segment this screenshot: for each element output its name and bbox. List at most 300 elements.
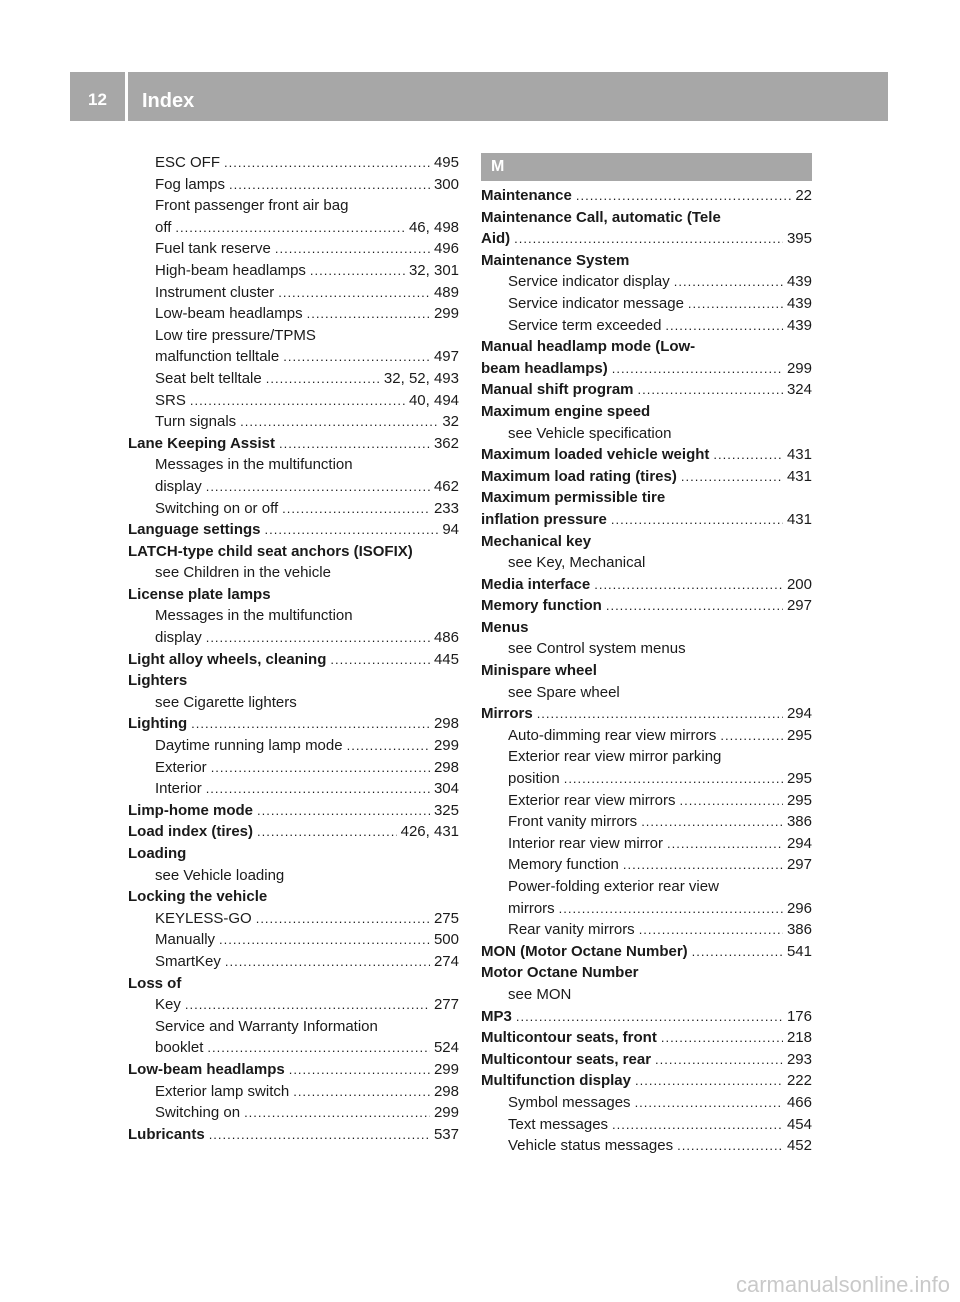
entry-text: see Vehicle loading bbox=[155, 866, 285, 884]
page-reference: 298 bbox=[433, 715, 459, 733]
page-reference: 32, 301 bbox=[408, 261, 459, 279]
index-subentry bbox=[128, 303, 459, 325]
page-reference: 386 bbox=[786, 921, 812, 939]
index-entry bbox=[481, 703, 812, 725]
page-reference: 524 bbox=[433, 1039, 459, 1057]
leader-dots bbox=[275, 238, 430, 260]
entry-text: see MON bbox=[508, 985, 572, 1003]
page-reference: 445 bbox=[433, 650, 459, 668]
entry-text: Menus bbox=[481, 618, 529, 636]
index-entry bbox=[128, 800, 459, 822]
index-subentry bbox=[481, 876, 812, 898]
page-reference: 299 bbox=[433, 1104, 459, 1122]
page-reference: 431 bbox=[786, 510, 812, 528]
entry-text: Exterior rear view mirrors bbox=[508, 791, 676, 809]
page-reference: 277 bbox=[433, 996, 459, 1014]
section-title: Index bbox=[142, 90, 195, 112]
leader-dots bbox=[665, 315, 783, 337]
page-reference: 295 bbox=[786, 726, 812, 744]
page-reference: 299 bbox=[433, 737, 459, 755]
page-reference: 299 bbox=[433, 1060, 459, 1078]
index-entry bbox=[481, 509, 812, 531]
leader-dots bbox=[611, 509, 783, 531]
leader-dots bbox=[211, 757, 430, 779]
index-subentry bbox=[128, 605, 459, 627]
leader-dots bbox=[720, 725, 783, 747]
entry-text: off bbox=[155, 218, 172, 236]
entry-text: Lubricants bbox=[128, 1125, 205, 1143]
leader-dots bbox=[655, 1049, 783, 1071]
entry-text: Load index (tires) bbox=[128, 823, 254, 841]
index-subentry bbox=[481, 768, 812, 790]
entry-text: Symbol messages bbox=[508, 1093, 631, 1111]
index-subentry bbox=[481, 1114, 812, 1136]
index-subentry bbox=[128, 1081, 459, 1103]
entry-text: Language settings bbox=[128, 521, 261, 539]
entry-text: High-beam headlamps bbox=[155, 261, 306, 279]
leader-dots bbox=[207, 1037, 430, 1059]
entry-text: see Key, Mechanical bbox=[508, 554, 646, 572]
leader-dots bbox=[278, 282, 430, 304]
entry-text: Interior bbox=[155, 780, 202, 798]
entry-text: mirrors bbox=[508, 899, 555, 917]
leader-dots bbox=[293, 1081, 430, 1103]
leader-dots bbox=[244, 1102, 430, 1124]
entry-text: Maintenance System bbox=[481, 251, 630, 269]
entry-text: booklet bbox=[155, 1039, 204, 1057]
page-reference: 298 bbox=[433, 758, 459, 776]
entry-text: Service indicator display bbox=[508, 273, 670, 291]
page-reference: 94 bbox=[442, 521, 459, 539]
index-entry bbox=[128, 1124, 459, 1146]
page-reference: 541 bbox=[786, 942, 812, 960]
index-subentry bbox=[481, 746, 812, 768]
entry-text: Front passenger front air bag bbox=[155, 197, 349, 215]
leader-dots bbox=[307, 303, 430, 325]
entry-text: Text messages bbox=[508, 1115, 609, 1133]
leader-dots bbox=[266, 368, 380, 390]
index-subentry bbox=[128, 454, 459, 476]
entry-text: Memory function bbox=[481, 597, 602, 615]
leader-dots bbox=[175, 217, 405, 239]
index-subentry bbox=[128, 692, 459, 714]
page-reference: 439 bbox=[786, 273, 812, 291]
leader-dots bbox=[635, 1070, 783, 1092]
leader-dots bbox=[209, 1124, 430, 1146]
leader-dots bbox=[677, 1135, 783, 1157]
entry-text: Manual shift program bbox=[481, 381, 634, 399]
entry-text: SmartKey bbox=[155, 952, 221, 970]
leader-dots bbox=[641, 811, 783, 833]
index-subentry bbox=[128, 498, 459, 520]
leader-dots bbox=[661, 1027, 783, 1049]
index-entry bbox=[128, 541, 459, 563]
index-entry bbox=[128, 821, 459, 843]
page-reference: 304 bbox=[433, 780, 459, 798]
entry-text: Loading bbox=[128, 845, 187, 862]
leader-dots bbox=[639, 919, 783, 941]
index-entry bbox=[481, 531, 812, 553]
entry-text: position bbox=[508, 770, 560, 788]
page-reference: 297 bbox=[786, 597, 812, 615]
index-entry bbox=[128, 433, 459, 455]
index-subentry bbox=[481, 293, 812, 315]
entry-text: Mirrors bbox=[481, 705, 533, 723]
leader-dots bbox=[330, 649, 430, 671]
entry-text: License plate lamps bbox=[128, 585, 271, 603]
leader-dots bbox=[289, 1059, 430, 1081]
entry-text: KEYLESS-GO bbox=[155, 909, 252, 927]
index-subentry bbox=[128, 929, 459, 951]
entry-text: Rear vanity mirrors bbox=[508, 921, 635, 939]
entry-text: Low-beam headlamps bbox=[155, 305, 303, 323]
entry-text: Motor Octane Number bbox=[481, 964, 639, 982]
index-subentry bbox=[481, 271, 812, 293]
page-reference: 299 bbox=[786, 359, 812, 377]
page-reference: 395 bbox=[786, 230, 812, 248]
page-reference: 297 bbox=[786, 856, 812, 874]
page-reference: 296 bbox=[786, 899, 812, 917]
leader-dots bbox=[282, 498, 430, 520]
entry-text: Service term exceeded bbox=[508, 316, 662, 334]
index-subentry bbox=[128, 908, 459, 930]
entry-text: beam headlamps) bbox=[481, 359, 608, 377]
page-reference: 495 bbox=[433, 154, 459, 171]
leader-dots bbox=[576, 185, 791, 207]
page-reference: 426, 431 bbox=[400, 823, 459, 841]
index-subentry bbox=[481, 315, 812, 337]
index-subentry bbox=[128, 476, 459, 498]
leader-dots bbox=[279, 433, 430, 455]
entry-text: see Spare wheel bbox=[508, 683, 620, 701]
leader-dots bbox=[635, 1092, 783, 1114]
entry-text: Minispare wheel bbox=[481, 662, 597, 680]
index-subentry bbox=[128, 174, 459, 196]
leader-dots bbox=[713, 444, 783, 466]
index-entry bbox=[481, 358, 812, 380]
entry-text: Maximum load rating (tires) bbox=[481, 467, 677, 485]
leader-dots bbox=[667, 833, 783, 855]
leader-dots bbox=[514, 228, 783, 250]
index-entry bbox=[481, 336, 812, 358]
index-entry bbox=[481, 962, 812, 984]
page-reference: 439 bbox=[786, 294, 812, 312]
entry-text: Manually bbox=[155, 931, 216, 949]
page-reference: 497 bbox=[433, 348, 459, 366]
page-reference: 489 bbox=[433, 283, 459, 301]
leader-dots bbox=[224, 152, 430, 174]
entry-text: Lighters bbox=[128, 672, 188, 690]
page-reference: 46, 498 bbox=[408, 218, 459, 236]
page-reference: 233 bbox=[433, 499, 459, 517]
index-subentry bbox=[481, 854, 812, 876]
entry-text: display bbox=[155, 629, 202, 647]
leader-dots bbox=[638, 379, 783, 401]
leader-dots bbox=[191, 713, 430, 735]
entry-text: Light alloy wheels, cleaning bbox=[128, 650, 327, 668]
entry-text: Fuel tank reserve bbox=[155, 240, 271, 258]
page-reference: 299 bbox=[433, 305, 459, 323]
leader-dots bbox=[692, 941, 783, 963]
page-reference: 324 bbox=[786, 381, 812, 399]
entry-text: display bbox=[155, 477, 202, 495]
entry-text: Front vanity mirrors bbox=[508, 813, 638, 831]
entry-text: Power-folding exterior rear view bbox=[508, 878, 719, 895]
page-reference: 537 bbox=[433, 1125, 459, 1143]
leader-dots bbox=[310, 260, 405, 282]
leader-dots bbox=[240, 411, 438, 433]
entry-text: Exterior bbox=[155, 758, 207, 776]
index-entry bbox=[128, 973, 459, 995]
index-subentry bbox=[481, 919, 812, 941]
entry-text: Vehicle status messages bbox=[508, 1137, 674, 1155]
entry-text: Maximum engine speed bbox=[481, 402, 651, 420]
index-entry bbox=[481, 1070, 812, 1092]
index-entry bbox=[481, 207, 812, 229]
index-entry bbox=[128, 649, 459, 671]
leader-dots bbox=[559, 898, 783, 920]
leader-dots bbox=[283, 346, 430, 368]
entry-text: Switching on or off bbox=[155, 499, 279, 517]
index-subentry bbox=[481, 984, 812, 1006]
index-subentry bbox=[128, 346, 459, 368]
index-column-right bbox=[481, 152, 812, 1157]
index-entry bbox=[481, 228, 812, 250]
page-reference: 500 bbox=[433, 931, 459, 949]
index-entry bbox=[481, 1049, 812, 1071]
page-reference: 496 bbox=[433, 240, 459, 258]
index-subentry bbox=[128, 627, 459, 649]
entry-text: Messages in the multifunction bbox=[155, 456, 353, 474]
index-subentry bbox=[128, 217, 459, 239]
entry-text: Multicontour seats, front bbox=[481, 1029, 657, 1047]
entry-text: Multifunction display bbox=[481, 1072, 631, 1090]
index-subentry bbox=[128, 238, 459, 260]
index-entry bbox=[481, 444, 812, 466]
page-reference: 32 bbox=[442, 413, 459, 431]
entry-text: Fog lamps bbox=[155, 175, 226, 193]
index-subentry bbox=[128, 757, 459, 779]
page-reference: 486 bbox=[433, 629, 459, 647]
page-reference: 362 bbox=[433, 434, 459, 452]
entry-text: Media interface bbox=[481, 575, 591, 593]
page-reference: 439 bbox=[786, 316, 812, 334]
index-subentry bbox=[481, 790, 812, 812]
leader-dots bbox=[206, 778, 430, 800]
entry-text: Exterior rear view mirror parking bbox=[508, 748, 722, 766]
page-reference: 222 bbox=[786, 1072, 812, 1090]
entry-text: MP3 bbox=[481, 1007, 512, 1025]
index-subentry bbox=[481, 1135, 812, 1157]
entry-text: Instrument cluster bbox=[155, 283, 275, 301]
leader-dots bbox=[257, 800, 430, 822]
index-subentry bbox=[128, 865, 459, 887]
watermark: carmanualsonline.info bbox=[735, 1272, 950, 1297]
leader-dots bbox=[347, 735, 430, 757]
entry-text: Interior rear view mirror bbox=[508, 834, 664, 852]
index-subentry bbox=[481, 725, 812, 747]
entry-text: Limp-home mode bbox=[128, 801, 254, 819]
index-entry bbox=[481, 595, 812, 617]
index-subentry bbox=[128, 411, 459, 433]
index-subentry bbox=[481, 833, 812, 855]
index-entry bbox=[481, 617, 812, 639]
entry-text: Maintenance Call, automatic (Tele bbox=[481, 208, 721, 226]
entry-text: Service and Warranty Information bbox=[155, 1017, 378, 1035]
entry-text: MON (Motor Octane Number) bbox=[481, 942, 688, 960]
index-subentry bbox=[128, 325, 459, 347]
leader-dots bbox=[206, 476, 430, 498]
index-entry bbox=[481, 185, 812, 207]
index-entry bbox=[481, 466, 812, 488]
index-entry bbox=[481, 401, 812, 423]
index-entries-right bbox=[481, 185, 812, 1157]
leader-dots bbox=[206, 627, 430, 649]
index-subentry bbox=[128, 195, 459, 217]
index-subentry bbox=[128, 1102, 459, 1124]
page-reference: 300 bbox=[433, 175, 459, 193]
leader-dots bbox=[612, 358, 783, 380]
entry-text: Messages in the multifunction bbox=[155, 607, 353, 625]
entry-text: see Children in the vehicle bbox=[155, 564, 331, 582]
leader-dots bbox=[564, 768, 783, 790]
index-entry bbox=[481, 487, 812, 509]
leader-dots bbox=[190, 390, 405, 412]
index-subentry bbox=[128, 778, 459, 800]
index-subentry bbox=[481, 423, 812, 445]
leader-dots bbox=[229, 174, 430, 196]
index-entry bbox=[128, 519, 459, 541]
index-subentry bbox=[128, 562, 459, 584]
leader-dots bbox=[688, 293, 783, 315]
index-subentry bbox=[481, 811, 812, 833]
index-entry bbox=[128, 670, 459, 692]
index-subentry bbox=[481, 552, 812, 574]
page-reference: 325 bbox=[433, 801, 459, 819]
leader-dots bbox=[537, 703, 783, 725]
page-reference: 40, 494 bbox=[408, 391, 459, 409]
index-subentry bbox=[128, 735, 459, 757]
entry-text: Lane Keeping Assist bbox=[128, 434, 275, 452]
leader-dots bbox=[681, 466, 783, 488]
entry-text: Maximum loaded vehicle weight bbox=[481, 446, 710, 464]
index-entry bbox=[481, 1006, 812, 1028]
page-reference: 298 bbox=[433, 1082, 459, 1100]
index-subentry bbox=[128, 994, 459, 1016]
entry-text: Low tire pressure/TPMS bbox=[155, 326, 316, 344]
entry-text: Memory function bbox=[508, 856, 619, 874]
index-subentry bbox=[128, 260, 459, 282]
entry-text: see Control system menus bbox=[508, 640, 686, 658]
entry-text: Switching on bbox=[155, 1104, 241, 1122]
page-reference: 294 bbox=[786, 834, 812, 852]
entry-text: LATCH-type child seat anchors (ISOFIX) bbox=[128, 542, 413, 560]
page-reference: 200 bbox=[786, 575, 812, 593]
entry-text: Aid) bbox=[481, 230, 511, 248]
index-subentry bbox=[128, 951, 459, 973]
entry-text: Exterior lamp switch bbox=[155, 1082, 290, 1100]
page-reference: 218 bbox=[786, 1029, 812, 1047]
entry-text: ESC OFF bbox=[155, 154, 221, 171]
leader-dots bbox=[219, 929, 430, 951]
page-reference: 454 bbox=[786, 1115, 812, 1133]
page-reference: 293 bbox=[786, 1050, 812, 1068]
page-reference: 275 bbox=[433, 909, 459, 927]
index-subentry bbox=[481, 898, 812, 920]
leader-dots bbox=[256, 908, 430, 930]
entry-text: see Cigarette lighters bbox=[155, 693, 297, 711]
index-subentry bbox=[128, 1016, 459, 1038]
page-reference: 274 bbox=[433, 952, 459, 970]
entry-text: malfunction telltale bbox=[155, 348, 280, 366]
page-reference: 294 bbox=[786, 705, 812, 723]
index-entry bbox=[481, 250, 812, 272]
index-subentry bbox=[481, 1092, 812, 1114]
entry-text: Maintenance bbox=[481, 187, 572, 204]
entry-text: Lighting bbox=[128, 715, 188, 733]
entry-text: inflation pressure bbox=[481, 510, 607, 528]
page-number: 12 bbox=[88, 89, 107, 109]
entry-text: Auto-dimming rear view mirrors bbox=[508, 726, 717, 744]
leader-dots bbox=[612, 1114, 783, 1136]
page-reference: 431 bbox=[786, 446, 812, 464]
leader-dots bbox=[225, 951, 430, 973]
entry-text: Turn signals bbox=[155, 413, 237, 431]
entry-text: Locking the vehicle bbox=[128, 888, 268, 906]
entry-text: Multicontour seats, rear bbox=[481, 1050, 652, 1068]
entry-text: Low-beam headlamps bbox=[128, 1060, 285, 1078]
index-column-left bbox=[128, 152, 459, 1145]
leader-dots bbox=[623, 854, 783, 876]
entry-text: Service indicator message bbox=[508, 294, 684, 312]
index-entry bbox=[128, 1059, 459, 1081]
index-subentry bbox=[128, 282, 459, 304]
index-subentry bbox=[481, 682, 812, 704]
page-reference: 431 bbox=[786, 467, 812, 485]
page-reference: 295 bbox=[786, 770, 812, 788]
index-entry bbox=[481, 941, 812, 963]
page-reference: 295 bbox=[786, 791, 812, 809]
index-entry bbox=[128, 843, 459, 865]
index-entry bbox=[481, 379, 812, 401]
entry-text: SRS bbox=[155, 391, 186, 409]
leader-dots bbox=[257, 821, 397, 843]
page-reference: 466 bbox=[786, 1093, 812, 1111]
page-header bbox=[70, 72, 888, 121]
index-entry bbox=[128, 584, 459, 606]
page-reference: 452 bbox=[786, 1137, 812, 1155]
leader-dots bbox=[680, 790, 783, 812]
entry-text: Key bbox=[155, 996, 181, 1014]
leader-dots bbox=[606, 595, 783, 617]
entry-text: Daytime running lamp mode bbox=[155, 737, 343, 755]
entry-text: see Vehicle specification bbox=[508, 424, 672, 442]
page-reference: 386 bbox=[786, 813, 812, 831]
entry-text: Loss of bbox=[128, 974, 182, 992]
index-entry bbox=[128, 886, 459, 908]
index-entry bbox=[481, 574, 812, 596]
page-reference: 176 bbox=[786, 1007, 812, 1025]
leader-dots bbox=[265, 519, 439, 541]
entry-text: Mechanical key bbox=[481, 532, 592, 550]
index-entry bbox=[128, 713, 459, 735]
index-subentry bbox=[128, 152, 459, 174]
leader-dots bbox=[594, 574, 783, 596]
index-entry bbox=[481, 660, 812, 682]
leader-dots bbox=[674, 271, 783, 293]
entry-text: Manual headlamp mode (Low- bbox=[481, 338, 696, 356]
leader-dots bbox=[185, 994, 430, 1016]
